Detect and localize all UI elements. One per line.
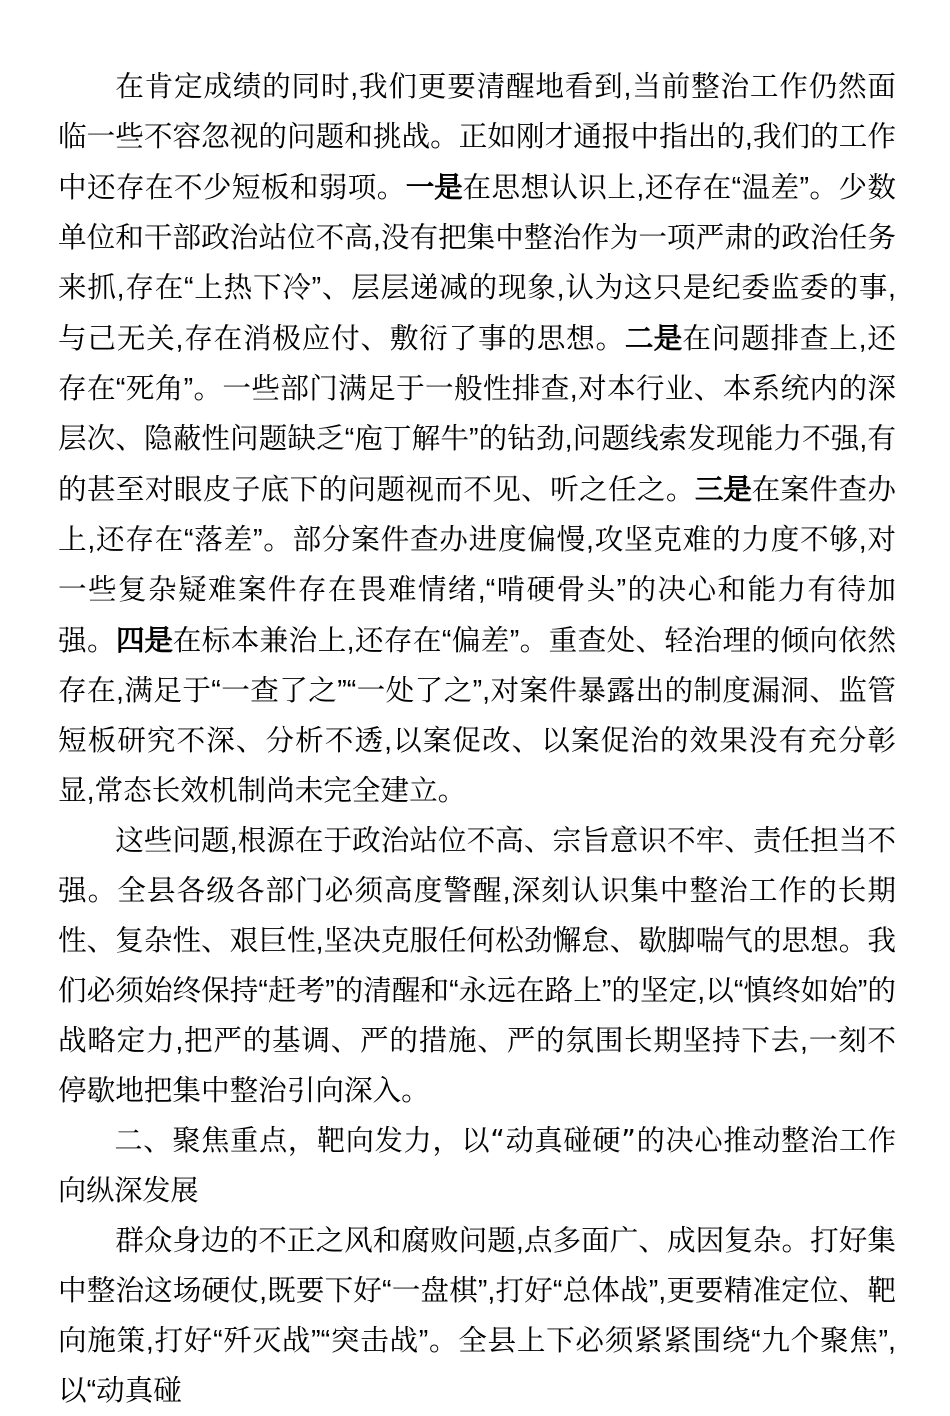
emphasis-marker: 一是 bbox=[405, 170, 463, 204]
paragraph-2 bbox=[58, 816, 896, 1116]
text-run: 在问题排查上,还存在“死角”。一些部门满足于一般性排查,对本行业、本系统内的深层次、隐蔽性问题缺乏“庖丁解牛”的钻劲,问题线索发现能力不强,有的甚至对眼皮子底下的问题视而不见、听之任之。 bbox=[58, 323, 896, 506]
paragraph-2-text bbox=[58, 825, 896, 1107]
emphasis-marker: 四是 bbox=[115, 623, 173, 657]
text-run: 这些问题,根源在于政治站位不高、宗旨意识不牢、责任担当不强。全县各级各部门必须高度警醒,深刻认识集中整治工作的长期性、复杂性、艰巨性,坚决克服任何松劲懈怠、歇脚喘气的思想。我们必须始终保持“赶考”的清醒和“永远在路上”的坚定,以“慎终如始”的战略定力,把严的基调、严的措施、严的氛围长期坚持下去,一刻不停歇地把集中整治引向深入。 bbox=[58, 825, 896, 1107]
document-body bbox=[58, 62, 896, 1416]
text-run: 二、聚焦重点，靶向发力，以“动真碰硬”的决心推动整治工作向纵深发展 bbox=[58, 1124, 896, 1207]
text-run: 在标本兼治上,还存在“偏差”。重查处、轻治理的倾向依然存在,满足于“一查了之”“一处了之”,对案件暴露出的制度漏洞、监管短板研究不深、分析不透,以案促改、以案促治的效果没有充分彰显,常态长效机制尚未完全建立。 bbox=[58, 625, 896, 807]
paragraph-4 bbox=[58, 1216, 896, 1416]
text-run: 群众身边的不正之风和腐败问题,点多面广、成因复杂。打好集中整治这场硬仗,既要下好“一盘棋”,打好“总体战”,更要精准定位、靶向施策,打好“歼灭战”“突击战”。全县上下必须紧紧围绕“九个聚焦”,以“动真碰 bbox=[58, 1225, 896, 1407]
emphasis-marker: 三是 bbox=[694, 472, 752, 506]
text-run: 在案件查办上,还存在“落差”。部分案件查办进度偏慢,攻坚克难的力度不够,对一些复杂疑难案件存在畏难情绪,“啃硬骨头”的决心和能力有待加强。 bbox=[58, 474, 896, 657]
paragraph-4-text bbox=[58, 1225, 896, 1407]
section-heading-2-text bbox=[58, 1124, 896, 1207]
text-run: 在思想认识上,还存在“温差”。少数单位和干部政治站位不高,没有把集中整治作为一项严肃的政治任务来抓,存在“上热下冷”、层层递减的现象,认为这只是纪委监委的事,与己无关,存在消极应付、敷衍了事的思想。 bbox=[58, 172, 896, 355]
text-run: 在肯定成绩的同时,我们更要清醒地看到,当前整治工作仍然面临一些不容忽视的问题和挑战。正如刚才通报中指出的,我们的工作中还存在不少短板和弱项。 bbox=[58, 71, 896, 204]
emphasis-marker: 二是 bbox=[624, 321, 683, 355]
section-heading-2 bbox=[58, 1116, 896, 1216]
paragraph-1 bbox=[58, 62, 896, 816]
paragraph-1-text bbox=[58, 71, 896, 807]
